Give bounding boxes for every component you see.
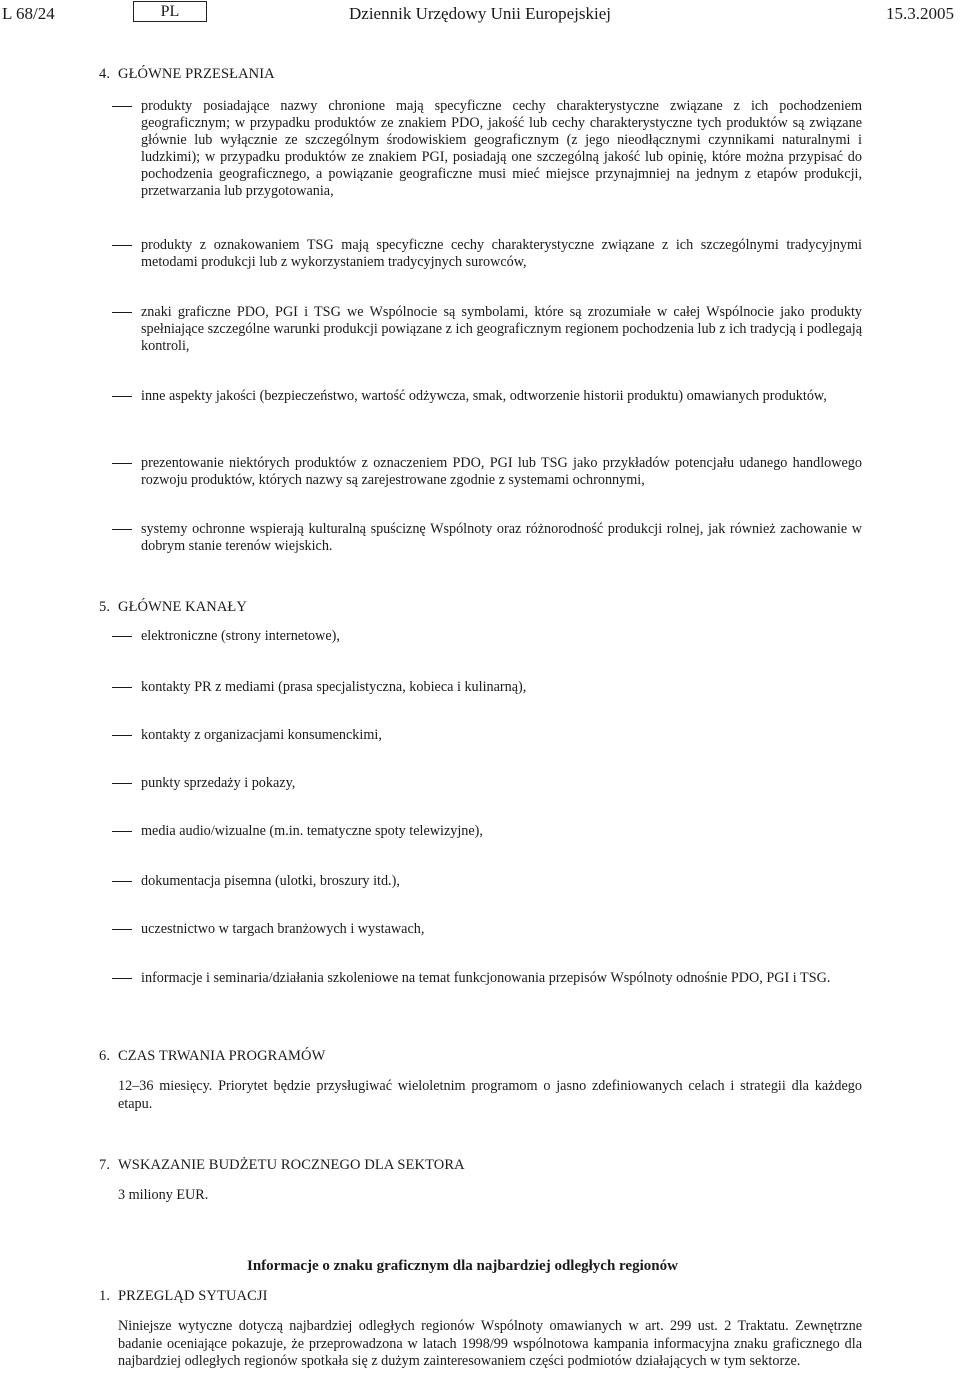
dash-bullet <box>112 921 132 930</box>
list-item <box>112 921 862 938</box>
list-item <box>112 237 862 271</box>
section-5-heading <box>99 599 247 616</box>
dash-bullet <box>112 628 132 637</box>
list-item-text: elektroniczne (strony internetowe), <box>141 628 340 644</box>
dash-bullet <box>112 970 132 979</box>
dash-bullet <box>112 679 132 688</box>
section-title: GŁÓWNE PRZESŁANIA <box>118 66 275 82</box>
list-item <box>112 679 862 696</box>
dash-bullet <box>112 727 132 736</box>
dash-bullet <box>112 823 132 832</box>
section-number: 7. <box>99 1157 111 1173</box>
page-reference: L 68/24 <box>2 4 55 23</box>
list-item <box>112 98 862 200</box>
list-item <box>112 873 862 890</box>
list-item-text: punkty sprzedaży i pokazy, <box>141 775 296 791</box>
annex-title: Informacje o znaku graficznym dla najbardziej odległych regionów <box>247 1258 678 1274</box>
page-header <box>0 2 960 32</box>
list-item <box>112 727 862 744</box>
list-item-text: dokumentacja pisemna (ulotki, broszury itd.), <box>141 873 400 889</box>
list-item <box>112 388 862 405</box>
section-4-heading <box>99 66 275 83</box>
dash-bullet <box>112 455 132 464</box>
dash-bullet <box>112 304 132 313</box>
list-item-text: produkty z oznakowaniem TSG mają specyficzne cechy charakterystyczne związane z ich szczególnymi tradycyjnymi metodami produkcji lub z wykorzystaniem tradycyjnych surowców, <box>141 237 862 270</box>
section-number: 4. <box>99 66 111 82</box>
list-item-text: znaki graficzne PDO, PGI i TSG we Wspólnocie są symbolami, które są zrozumiałe w całej Wspólnocie jako produkty spełniające szczególne warunki produkcji powiązane z ich geograficznym regionem pochodzenia lub z ich tradycją i podlegają kontroli, <box>141 304 862 354</box>
list-item <box>112 775 862 792</box>
list-item-text: uczestnictwo w targach branżowych i wystawach, <box>141 921 425 937</box>
list-item-text: prezentowanie niektórych produktów z oznaczeniem PDO, PGI lub TSG jako przykładów potencjału udanego handlowego rozwoju produktów, których nazwy są zarejestrowane zgodnie z systemami ochronnymi, <box>141 455 862 488</box>
section-title: CZAS TRWANIA PROGRAMÓW <box>118 1048 326 1064</box>
section-7-heading <box>99 1157 465 1174</box>
list-item <box>112 628 862 645</box>
dash-bullet <box>112 237 132 246</box>
section-number: 6. <box>99 1048 111 1064</box>
journal-title: Dziennik Urzędowy Unii Europejskiej <box>349 4 612 23</box>
list-item <box>112 823 862 840</box>
section-title: WSKAZANIE BUDŻETU ROCZNEGO DLA SEKTORA <box>118 1157 465 1173</box>
list-item-text: systemy ochronne wspierają kulturalną spuściznę Wspólnoty oraz różnorodność produkcji rolnej, jak również zachowanie w dobrym stanie terenów wiejskich. <box>141 521 862 554</box>
dash-bullet <box>112 775 132 784</box>
language-badge: PL <box>133 1 207 22</box>
section-title: PRZEGLĄD SYTUACJI <box>118 1288 268 1304</box>
list-item <box>112 455 862 489</box>
section-6-text: 12–36 miesięcy. Priorytet będzie przysługiwać wieloletnim programom o jasno zdefiniowanych celach i strategii dla każdego etapu. <box>118 1078 862 1112</box>
dash-bullet <box>112 873 132 882</box>
list-item-text: inne aspekty jakości (bezpieczeństwo, wartość odżywcza, smak, odtworzenie historii produktu) omawianych produktów, <box>141 388 827 404</box>
section-6-heading <box>99 1048 325 1065</box>
list-item-text: kontakty z organizacjami konsumenckimi, <box>141 727 382 743</box>
list-item <box>112 304 862 355</box>
dash-bullet <box>112 98 132 107</box>
list-item-text: media audio/wizualne (m.in. tematyczne spoty telewizyjne), <box>141 823 483 839</box>
section-number: 1. <box>99 1288 111 1304</box>
list-item <box>112 970 862 987</box>
list-item-text: informacje i seminaria/działania szkoleniowe na temat funkcjonowania przepisów Wspólnoty odnośnie PDO, PGI i TSG. <box>141 970 831 986</box>
publication-date: 15.3.2005 <box>886 4 954 23</box>
dash-bullet <box>112 388 132 397</box>
section-1-text: Niniejsze wytyczne dotyczą najbardziej odległych regionów Wspólnoty omawianych w art. 299 ust. 2 Traktatu. Zewnętrzne badanie oceniające pokazuje, że przeprowadzona w latach 1998/99 wspólnotowa kampania informacyjna znaku graficznego dla najbardziej odległych regionów spotkała się z dużym zainteresowaniem części podmiotów działających w tym sektorze. <box>118 1318 862 1369</box>
section-number: 5. <box>99 599 111 615</box>
dash-bullet <box>112 521 132 530</box>
list-item-text: kontakty PR z mediami (prasa specjalistyczna, kobieca i kulinarną), <box>141 679 527 695</box>
section-7-text: 3 miliony EUR. <box>118 1187 209 1203</box>
list-item <box>112 521 862 555</box>
list-item-text: produkty posiadające nazwy chronione mają specyficzne cechy charakterystyczne związane z ich pochodzeniem geograficznym; w przypadku produktów ze znakiem PDO, jakość lub cechy charakterystyczne tych produktów są związane głównie lub wyłącznie ze szczególnym środowiskiem geograficznym (z jego nieodłącznymi czynnikami naturalnymi i ludzkimi); w przypadku produktów ze znakiem PGI, posiadają one szczególną jakość lub opinię, które można przypisać do pochodzenia geograficznego, a powiązanie geograficzne musi mieć miejsce przynajmniej na jednym z etapów produkcji, przetwarzania lub przygotowania, <box>141 98 862 199</box>
section-1-heading <box>99 1288 268 1305</box>
section-title: GŁÓWNE KANAŁY <box>118 599 247 615</box>
